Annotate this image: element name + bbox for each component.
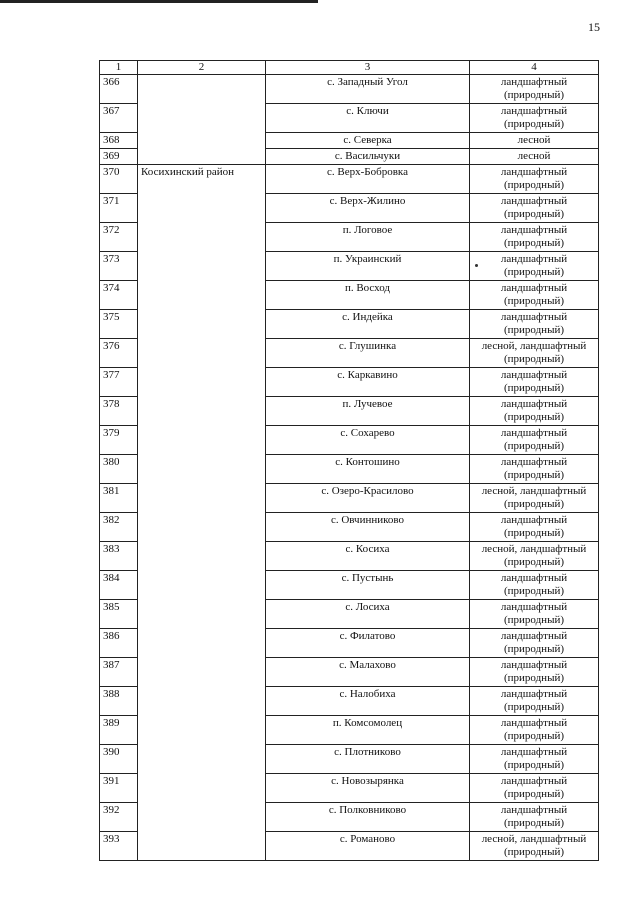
type-cell: ландшафтный (природный)	[470, 223, 599, 252]
table-row	[100, 165, 599, 194]
settlement-cell: с. Полковниково	[266, 803, 470, 832]
type-cell: ландшафтный (природный)	[470, 600, 599, 629]
district-cell	[138, 75, 266, 165]
settlement-cell: с. Западный Угол	[266, 75, 470, 104]
settlement-cell: с. Романово	[266, 832, 470, 861]
row-number: 373	[100, 252, 138, 281]
settlement-cell: п. Украинский	[266, 252, 470, 281]
type-cell: ландшафтный (природный)	[470, 368, 599, 397]
row-number: 380	[100, 455, 138, 484]
settlement-cell: с. Плотниково	[266, 745, 470, 774]
type-cell: лесной, ландшафтный (природный)	[470, 484, 599, 513]
type-cell: ландшафтный (природный)	[470, 104, 599, 133]
header-col-4: 4	[470, 61, 599, 75]
type-cell: лесной, ландшафтный (природный)	[470, 542, 599, 571]
settlement-cell: с. Малахово	[266, 658, 470, 687]
type-cell: ландшафтный (природный)	[470, 745, 599, 774]
settlement-cell: с. Филатово	[266, 629, 470, 658]
settlement-cell: с. Лосиха	[266, 600, 470, 629]
header-col-2: 2	[138, 61, 266, 75]
settlement-cell: с. Налобиха	[266, 687, 470, 716]
row-number: 376	[100, 339, 138, 368]
row-number: 371	[100, 194, 138, 223]
settlement-cell: с. Ключи	[266, 104, 470, 133]
settlement-cell: п. Логовое	[266, 223, 470, 252]
type-cell: ландшафтный (природный)	[470, 165, 599, 194]
type-cell: ландшафтный (природный)	[470, 716, 599, 745]
row-number: 375	[100, 310, 138, 339]
settlement-cell: с. Индейка	[266, 310, 470, 339]
type-cell: ландшафтный (природный)	[470, 687, 599, 716]
row-number: 391	[100, 774, 138, 803]
row-number: 384	[100, 571, 138, 600]
type-cell: ландшафтный (природный)	[470, 426, 599, 455]
row-number: 389	[100, 716, 138, 745]
type-cell: лесной	[470, 133, 599, 149]
type-cell: ландшафтный (природный)	[470, 252, 599, 281]
type-cell: ландшафтный (природный)	[470, 571, 599, 600]
row-number: 382	[100, 513, 138, 542]
settlement-cell: с. Новозырянка	[266, 774, 470, 803]
type-cell: лесной, ландшафтный (природный)	[470, 832, 599, 861]
settlement-cell: с. Каркавино	[266, 368, 470, 397]
row-number: 393	[100, 832, 138, 861]
settlement-cell: с. Сохарево	[266, 426, 470, 455]
settlement-cell: с. Озеро-Красилово	[266, 484, 470, 513]
row-number: 369	[100, 149, 138, 165]
row-number: 368	[100, 133, 138, 149]
settlement-cell: с. Пустынь	[266, 571, 470, 600]
type-cell: ландшафтный (природный)	[470, 310, 599, 339]
settlement-cell: с. Верх-Жилино	[266, 194, 470, 223]
settlement-cell: с. Контошино	[266, 455, 470, 484]
type-cell: ландшафтный (природный)	[470, 75, 599, 104]
page-number: 15	[588, 20, 600, 34]
settlement-cell: п. Лучевое	[266, 397, 470, 426]
type-cell: ландшафтный (природный)	[470, 455, 599, 484]
settlement-cell: п. Комсомолец	[266, 716, 470, 745]
row-number: 381	[100, 484, 138, 513]
type-cell: ландшафтный (природный)	[470, 774, 599, 803]
table-body	[100, 75, 599, 861]
district-cell: Косихинский район	[138, 165, 266, 861]
settlement-cell: п. Восход	[266, 281, 470, 310]
row-number: 378	[100, 397, 138, 426]
row-number: 390	[100, 745, 138, 774]
settlement-cell: с. Косиха	[266, 542, 470, 571]
row-number: 372	[100, 223, 138, 252]
settlement-cell: с. Верх-Бобровка	[266, 165, 470, 194]
row-number: 366	[100, 75, 138, 104]
row-number: 374	[100, 281, 138, 310]
type-cell: ландшафтный (природный)	[470, 513, 599, 542]
settlement-cell: с. Васильчуки	[266, 149, 470, 165]
settlement-cell: с. Овчинниково	[266, 513, 470, 542]
header-col-1: 1	[100, 61, 138, 75]
settlement-cell: с. Северка	[266, 133, 470, 149]
type-cell: ландшафтный (природный)	[470, 397, 599, 426]
row-number: 383	[100, 542, 138, 571]
row-number: 367	[100, 104, 138, 133]
row-number: 392	[100, 803, 138, 832]
row-number: 370	[100, 165, 138, 194]
type-cell: ландшафтный (природный)	[470, 658, 599, 687]
type-cell: ландшафтный (природный)	[470, 803, 599, 832]
row-number: 377	[100, 368, 138, 397]
row-number: 385	[100, 600, 138, 629]
stray-mark	[475, 264, 478, 267]
table-row	[100, 75, 599, 104]
type-cell: ландшафтный (природный)	[470, 281, 599, 310]
header-col-3: 3	[266, 61, 470, 75]
top-rule-line	[0, 0, 318, 3]
table-header	[100, 61, 599, 75]
settlements-table	[99, 60, 599, 861]
header-row	[100, 61, 599, 75]
row-number: 386	[100, 629, 138, 658]
type-cell: лесной	[470, 149, 599, 165]
row-number: 387	[100, 658, 138, 687]
row-number: 379	[100, 426, 138, 455]
type-cell: ландшафтный (природный)	[470, 629, 599, 658]
settlement-cell: с. Глушинка	[266, 339, 470, 368]
type-cell: лесной, ландшафтный (природный)	[470, 339, 599, 368]
type-cell: ландшафтный (природный)	[470, 194, 599, 223]
row-number: 388	[100, 687, 138, 716]
